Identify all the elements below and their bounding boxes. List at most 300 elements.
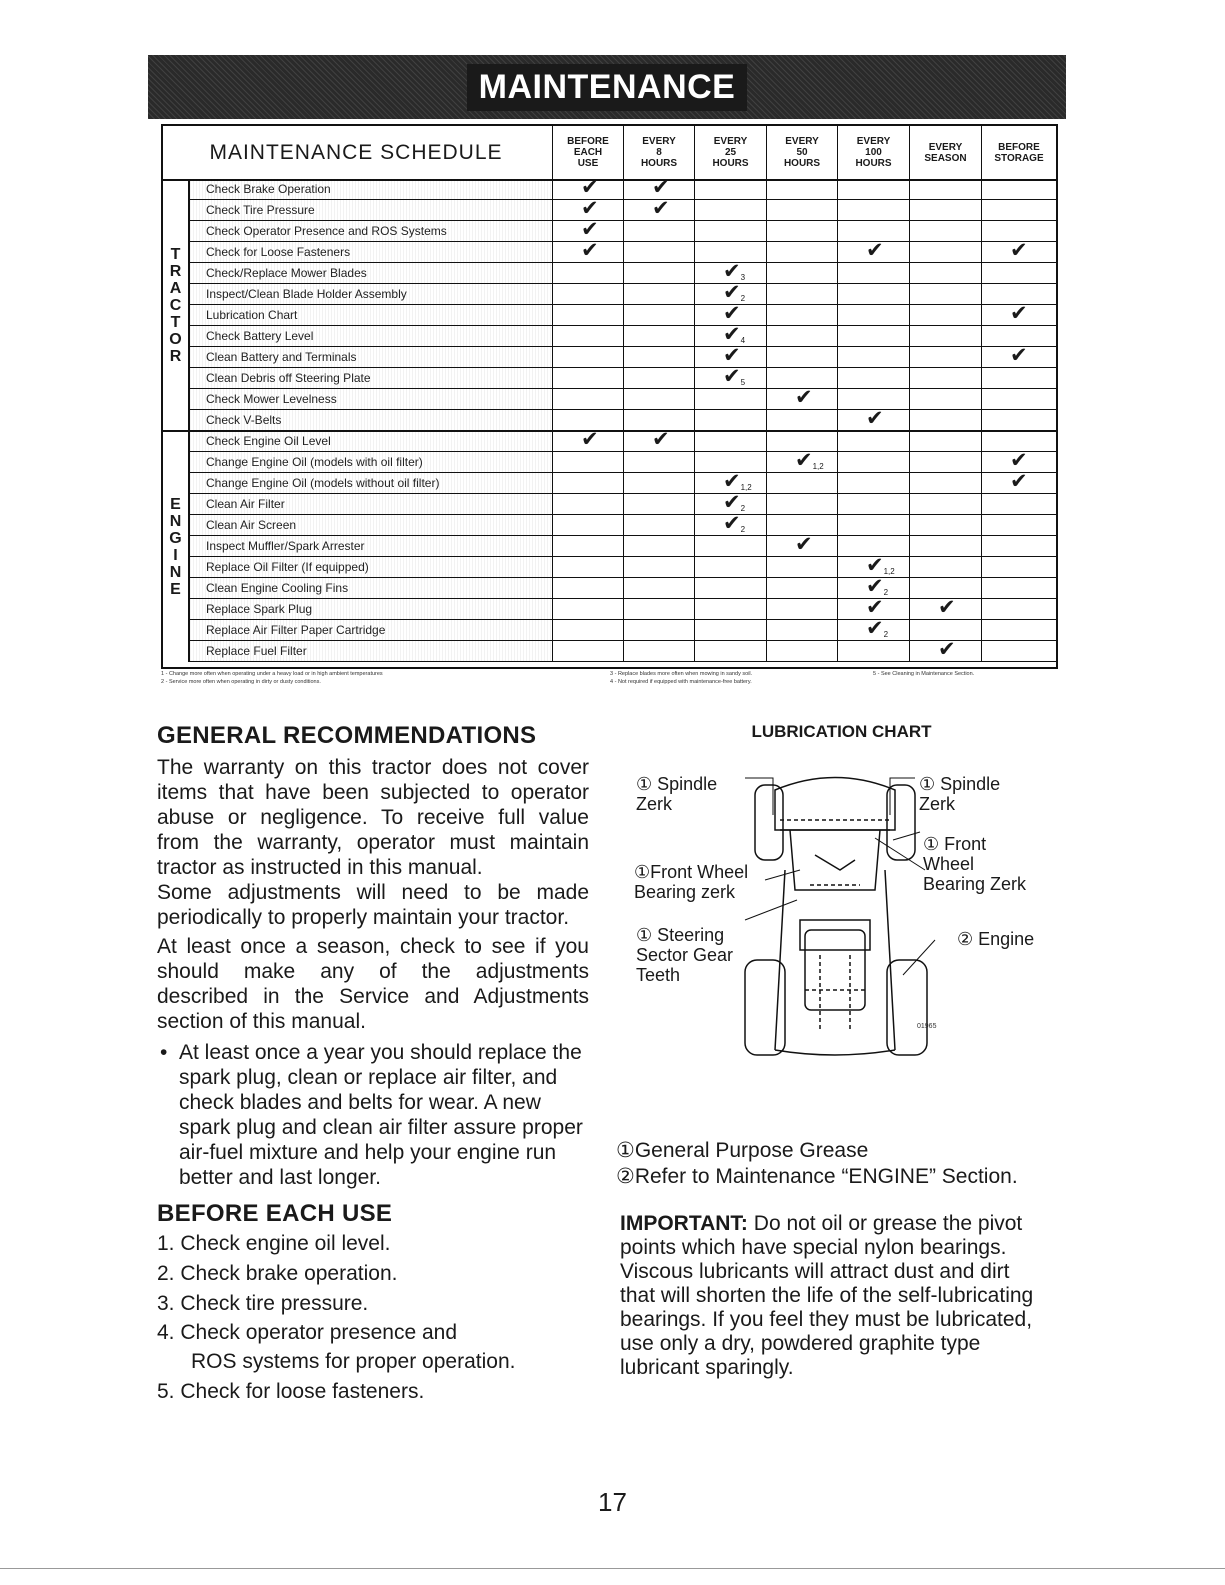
- schedule-cell: [909, 431, 981, 451]
- footnote-ref: 5: [740, 378, 746, 387]
- maintenance-schedule-table: [161, 124, 1058, 669]
- schedule-cell: [837, 473, 909, 493]
- schedule-cell: [552, 326, 623, 346]
- checkmark-glyph: ✔: [723, 323, 741, 346]
- schedule-row: [190, 386, 1056, 410]
- schedule-cell: [623, 305, 694, 325]
- schedule-cell: [909, 536, 981, 556]
- side-letter: G: [169, 529, 182, 547]
- schedule-cell: [694, 365, 766, 388]
- checkmark-icon: [866, 597, 884, 619]
- important-text-1: Do not oil or grease the pivot: [747, 1212, 1023, 1235]
- schedule-cell: [552, 347, 623, 367]
- checkmark-icon: [652, 177, 670, 199]
- footnote-2: 2 - Service more often when operating in dirty or dusty conditions.: [161, 679, 321, 685]
- schedule-cell: [837, 368, 909, 388]
- schedule-cell: [981, 302, 1056, 325]
- schedule-cell: [766, 410, 837, 430]
- task-label: Replace Air Filter Paper Cartridge: [190, 620, 552, 640]
- checkmark-icon: [1010, 240, 1028, 262]
- checkmark-glyph: ✔: [866, 407, 884, 430]
- footnote-ref: 2: [740, 525, 746, 534]
- dashed-linkage: [780, 820, 890, 1030]
- schedule-cell: [766, 494, 837, 514]
- schedule-cell: [981, 431, 1056, 451]
- important-label: IMPORTANT:: [620, 1212, 748, 1235]
- schedule-cell: [694, 242, 766, 262]
- schedule-column-header: EVERY 100 HOURS: [837, 126, 909, 179]
- schedule-cell: [981, 263, 1056, 283]
- schedule-cell: [552, 389, 623, 409]
- checkmark-icon: [938, 597, 956, 619]
- schedule-cell: [623, 536, 694, 556]
- task-label: Change Engine Oil (models with oil filter): [190, 452, 552, 472]
- checkmark-icon: [581, 198, 599, 220]
- side-letter: I: [173, 546, 178, 564]
- leader-spindle-right: [890, 778, 915, 815]
- schedule-cell: [909, 326, 981, 346]
- checkmark-glyph: ✔: [581, 218, 599, 241]
- checkmark-glyph: ✔: [1010, 239, 1028, 262]
- schedule-cell: [909, 305, 981, 325]
- footnote-ref: 1,2: [812, 462, 824, 471]
- schedule-cell: [623, 242, 694, 262]
- schedule-cell: [766, 449, 837, 472]
- task-label: Inspect Muffler/Spark Arrester: [190, 536, 552, 556]
- schedule-cell: [909, 620, 981, 640]
- schedule-cell: [552, 428, 623, 451]
- before-each-use-item-5: 5. Check for loose fasteners.: [157, 1380, 425, 1403]
- schedule-row: [190, 491, 1056, 515]
- important-line-5: bearings. If you feel they must be lubricated,: [620, 1308, 1033, 1331]
- schedule-cell: [837, 221, 909, 241]
- schedule-cell: [909, 242, 981, 262]
- schedule-cell: [766, 533, 837, 556]
- schedule-cell: [552, 305, 623, 325]
- schedule-cell: [623, 347, 694, 367]
- schedule-cell: [552, 218, 623, 241]
- schedule-cell: [909, 284, 981, 304]
- schedule-row: [190, 512, 1056, 536]
- schedule-row: [190, 575, 1056, 599]
- schedule-row: [190, 239, 1056, 263]
- schedule-cell: [981, 221, 1056, 241]
- schedule-cell: [909, 263, 981, 283]
- footer-rule: [0, 1568, 1225, 1569]
- task-label: Check Tire Pressure: [190, 200, 552, 220]
- checkmark-glyph: ✔: [723, 491, 741, 514]
- schedule-cell: [694, 344, 766, 367]
- general-paragraph-3: At least once a season, check to see if you should make any of the adjustments described in the Service and Adjustments section of this manual.: [157, 935, 589, 1033]
- footnote-1: 1 - Change more often when operating under a heavy load or in high ambient temperatures: [161, 671, 383, 677]
- task-label: Check/Replace Mower Blades: [190, 263, 552, 283]
- before-each-use-item-1: 1. Check engine oil level.: [157, 1232, 391, 1255]
- schedule-row: [190, 281, 1056, 305]
- task-label: Clean Engine Cooling Fins: [190, 578, 552, 598]
- schedule-cell: [909, 389, 981, 409]
- schedule-cell: [909, 221, 981, 241]
- schedule-header: [163, 126, 1056, 181]
- checkmark-glyph: ✔: [652, 197, 670, 220]
- schedule-cell: [909, 578, 981, 598]
- schedule-cell: [981, 620, 1056, 640]
- schedule-cell: [694, 302, 766, 325]
- side-letter: C: [169, 296, 182, 314]
- schedule-cell: [623, 599, 694, 619]
- schedule-cell: [694, 221, 766, 241]
- checkmark-icon: [581, 240, 599, 262]
- schedule-cell: [837, 284, 909, 304]
- checkmark-icon: [795, 534, 813, 556]
- schedule-column-header: EVERY 50 HOURS: [766, 126, 837, 179]
- schedule-cell: [552, 557, 623, 577]
- schedule-cell: [981, 179, 1056, 199]
- schedule-cell: [694, 491, 766, 514]
- checkmark-icon: [723, 303, 741, 325]
- schedule-row: [190, 554, 1056, 578]
- general-bullet: At least once a year you should replace the spark plug, clean or replace air filter, and check blades and belts for wear. A new spark plug and clean air filter assure proper air-fuel mixture and help your engine run better and last longer.: [179, 1041, 583, 1189]
- schedule-row: [190, 428, 1056, 452]
- checkmark-glyph: ✔: [938, 638, 956, 661]
- schedule-cell: [981, 470, 1056, 493]
- schedule-cell: [981, 449, 1056, 472]
- side-letter: T: [170, 313, 181, 331]
- schedule-cell: [837, 536, 909, 556]
- banner-title: MAINTENANCE: [467, 64, 748, 111]
- checkmark-glyph: ✔: [723, 512, 741, 535]
- schedule-cell: [694, 599, 766, 619]
- schedule-row: [190, 449, 1056, 473]
- label-spindle-zerk-left: ① Spindle Zerk: [636, 774, 718, 814]
- checkmark-glyph: ✔: [866, 554, 884, 577]
- checkmark-icon: [938, 639, 956, 661]
- checkmark-glyph: ✔: [795, 386, 813, 409]
- schedule-title: MAINTENANCE SCHEDULE: [209, 140, 503, 164]
- checkmark-icon: [652, 198, 670, 220]
- footnote-5: 5 - See Cleaning in Maintenance Section.: [873, 671, 975, 677]
- leader-front-wheel-right: [875, 838, 925, 870]
- schedule-cell: [552, 368, 623, 388]
- schedule-cell: [694, 260, 766, 283]
- schedule-cell: [552, 239, 623, 262]
- schedule-cell: [623, 176, 694, 199]
- footnote-ref: 1,2: [883, 567, 895, 576]
- task-label: Clean Air Filter: [190, 494, 552, 514]
- schedule-cell: [909, 200, 981, 220]
- task-label: Check Battery Level: [190, 326, 552, 346]
- steering-column: [815, 855, 855, 870]
- checkmark-icon: [866, 408, 884, 430]
- schedule-cell: [694, 179, 766, 199]
- checkmark-icon: [1010, 345, 1028, 367]
- schedule-row: [190, 218, 1056, 242]
- label-steering-sector-gear: ① Steering Sector Gear Teeth: [636, 925, 734, 985]
- schedule-cell: [981, 557, 1056, 577]
- schedule-cell: [837, 554, 909, 577]
- checkmark-glyph: ✔: [866, 596, 884, 619]
- side-letter: R: [169, 262, 182, 280]
- schedule-cell: [981, 536, 1056, 556]
- label-spindle-zerk-right: ① Spindle Zerk: [919, 774, 1001, 814]
- schedule-row: [190, 407, 1056, 431]
- schedule-cell: [552, 176, 623, 199]
- footnote-ref: 4: [740, 336, 746, 345]
- footnote-ref: 2: [740, 294, 746, 303]
- schedule-cell: [623, 620, 694, 640]
- schedule-cell: [981, 200, 1056, 220]
- schedule-cell: [837, 575, 909, 598]
- schedule-cell: [909, 410, 981, 430]
- checkmark-glyph: ✔: [1010, 302, 1028, 325]
- schedule-cell: [837, 179, 909, 199]
- schedule-cell: [552, 494, 623, 514]
- footnote-ref: 3: [740, 273, 746, 282]
- schedule-cell: [623, 284, 694, 304]
- schedule-row: [190, 638, 1056, 662]
- schedule-cell: [909, 638, 981, 661]
- maintenance-banner: [148, 55, 1066, 119]
- schedule-cell: [837, 200, 909, 220]
- schedule-cell: [766, 473, 837, 493]
- label-front-wheel-bearing-right: ① Front Wheel Bearing Zerk: [923, 834, 1027, 894]
- schedule-cell: [552, 620, 623, 640]
- checkmark-glyph: ✔: [866, 617, 884, 640]
- task-label: Check for Loose Fasteners: [190, 242, 552, 262]
- schedule-cell: [981, 494, 1056, 514]
- schedule-column-header: EVERY 8 HOURS: [623, 126, 694, 179]
- diagram-code: 01965: [917, 1023, 937, 1030]
- checkmark-glyph: ✔: [723, 365, 741, 388]
- checkmark-glyph: ✔: [581, 239, 599, 262]
- schedule-row: [190, 533, 1056, 557]
- checkmark-glyph: ✔: [1010, 344, 1028, 367]
- schedule-cell: [766, 386, 837, 409]
- checkmark-glyph: ✔: [723, 260, 741, 283]
- schedule-cell: [909, 452, 981, 472]
- schedule-row: [190, 596, 1056, 620]
- leader-steering: [745, 900, 797, 920]
- checkmark-glyph: ✔: [866, 575, 884, 598]
- task-label: Clean Air Screen: [190, 515, 552, 535]
- side-letter: E: [170, 495, 181, 513]
- footnote-ref: 2: [740, 504, 746, 513]
- checkmark-icon: [581, 177, 599, 199]
- schedule-cell: [837, 617, 909, 640]
- schedule-cell: [909, 494, 981, 514]
- schedule-cell: [766, 221, 837, 241]
- checkmark-icon: [652, 429, 670, 451]
- schedule-row: [190, 365, 1056, 389]
- checkmark-glyph: ✔: [581, 428, 599, 451]
- schedule-cell: [694, 389, 766, 409]
- checkmark-icon: [581, 219, 599, 241]
- footnote-ref: 2: [883, 630, 889, 639]
- schedule-cell: [552, 452, 623, 472]
- tractor-body: [775, 870, 895, 1055]
- schedule-cell: [623, 641, 694, 661]
- schedule-cell: [623, 473, 694, 493]
- schedule-cell: [837, 596, 909, 619]
- schedule-cell: [623, 221, 694, 241]
- schedule-cell: [981, 515, 1056, 535]
- checkmark-glyph: ✔: [581, 176, 599, 199]
- schedule-cell: [909, 557, 981, 577]
- schedule-cell: [623, 197, 694, 220]
- schedule-cell: [981, 410, 1056, 430]
- schedule-cell: [552, 473, 623, 493]
- schedule-row: [190, 344, 1056, 368]
- schedule-cell: [552, 263, 623, 283]
- schedule-cell: [694, 410, 766, 430]
- checkmark-glyph: ✔: [866, 239, 884, 262]
- schedule-cell: [552, 599, 623, 619]
- schedule-cell: [909, 515, 981, 535]
- schedule-cell: [623, 410, 694, 430]
- checkmark-icon: [866, 240, 884, 262]
- schedule-row: [190, 176, 1056, 200]
- checkmark-glyph: ✔: [723, 344, 741, 367]
- schedule-cell: [623, 389, 694, 409]
- checkmark-icon: [795, 387, 813, 409]
- schedule-cell: [552, 284, 623, 304]
- schedule-cell: [981, 344, 1056, 367]
- schedule-cell: [694, 200, 766, 220]
- section-side-label: [163, 179, 190, 431]
- side-letter: T: [170, 245, 181, 263]
- schedule-cell: [909, 596, 981, 619]
- schedule-cell: [909, 473, 981, 493]
- schedule-cell: [837, 347, 909, 367]
- schedule-cell: [837, 515, 909, 535]
- schedule-cell: [552, 641, 623, 661]
- general-paragraph-2: Some adjustments will need to be made periodically to properly maintain your tractor.: [157, 881, 589, 929]
- schedule-cell: [623, 578, 694, 598]
- schedule-cell: [694, 323, 766, 346]
- schedule-cell: [623, 326, 694, 346]
- important-line-3: Viscous lubricants will attract dust and dirt: [620, 1260, 1010, 1283]
- side-letter: E: [170, 580, 181, 598]
- schedule-cell: [837, 407, 909, 430]
- leader-spindle-left: [745, 778, 773, 815]
- schedule-cell: [623, 494, 694, 514]
- schedule-column-header: BEFORE EACH USE: [552, 126, 623, 179]
- schedule-cell: [766, 368, 837, 388]
- legend-general-grease: ①General Purpose Grease: [616, 1139, 869, 1162]
- schedule-cell: [623, 263, 694, 283]
- side-letter: A: [169, 279, 182, 297]
- task-label: Check Mower Levelness: [190, 389, 552, 409]
- checkmark-icon: [1010, 471, 1028, 493]
- task-label: Inspect/Clean Blade Holder Assembly: [190, 284, 552, 304]
- schedule-row: [190, 470, 1056, 494]
- schedule-cell: [837, 263, 909, 283]
- side-letter: R: [169, 347, 182, 365]
- important-line-6: use only a dry, powdered graphite type: [620, 1332, 981, 1355]
- schedule-row: [190, 302, 1056, 326]
- important-line-1: [620, 1211, 1022, 1236]
- schedule-cell: [766, 179, 837, 199]
- leader-engine: [903, 940, 935, 975]
- schedule-cell: [694, 620, 766, 640]
- label-front-wheel-bearing-left: ①Front Wheel Bearing zerk: [634, 862, 749, 902]
- task-label: Replace Oil Filter (If equipped): [190, 557, 552, 577]
- schedule-cell: [837, 641, 909, 661]
- schedule-cell: [981, 599, 1056, 619]
- schedule-cell: [837, 431, 909, 451]
- task-label: Check V-Belts: [190, 410, 552, 430]
- schedule-cell: [981, 641, 1056, 661]
- front-wheel-left: [755, 785, 783, 860]
- schedule-row: [190, 617, 1056, 641]
- side-letter: N: [169, 512, 182, 530]
- important-line-4: that will shorten the life of the self-lubricating: [620, 1284, 1034, 1307]
- side-letter: N: [169, 563, 182, 581]
- before-each-use-item-4-cont: ROS systems for proper operation.: [191, 1350, 516, 1373]
- schedule-cell: [623, 368, 694, 388]
- checkmark-icon: [723, 345, 741, 367]
- checkmark-glyph: ✔: [795, 449, 813, 472]
- schedule-cell: [623, 515, 694, 535]
- schedule-cell: [552, 578, 623, 598]
- schedule-cell: [766, 620, 837, 640]
- schedule-cell: [766, 641, 837, 661]
- schedule-cell: [694, 470, 766, 493]
- schedule-cell: [981, 326, 1056, 346]
- schedule-row: [190, 260, 1056, 284]
- schedule-cell: [837, 494, 909, 514]
- schedule-cell: [766, 284, 837, 304]
- checkmark-glyph: ✔: [795, 533, 813, 556]
- schedule-cell: [837, 326, 909, 346]
- checkmark-icon: [1010, 303, 1028, 325]
- important-line-2: points which have special nylon bearings.: [620, 1236, 1007, 1259]
- center-frame: [800, 920, 870, 950]
- schedule-cell: [694, 641, 766, 661]
- engine-block: [805, 930, 865, 1010]
- task-label: Change Engine Oil (models without oil filter): [190, 473, 552, 493]
- checkmark-icon: [581, 429, 599, 451]
- schedule-cell: [766, 200, 837, 220]
- schedule-cell: [694, 536, 766, 556]
- schedule-cell: [552, 536, 623, 556]
- schedule-cell: [623, 428, 694, 451]
- footnote-3: 3 - Replace blades more often when mowing in sandy soil.: [610, 671, 753, 677]
- schedule-cell: [837, 239, 909, 262]
- task-label: Check Operator Presence and ROS Systems: [190, 221, 552, 241]
- schedule-cell: [552, 197, 623, 220]
- before-each-use-item-2: 2. Check brake operation.: [157, 1262, 398, 1285]
- footnote-ref: 1,2: [740, 483, 752, 492]
- schedule-cell: [837, 305, 909, 325]
- checkmark-glyph: ✔: [723, 470, 741, 493]
- schedule-cell: [766, 347, 837, 367]
- schedule-cell: [694, 512, 766, 535]
- bullet-mark: •: [160, 1041, 168, 1064]
- task-label: Clean Debris off Steering Plate: [190, 368, 552, 388]
- footnote-4: 4 - Not required if equipped with maintenance-free battery.: [610, 679, 752, 685]
- before-each-use-item-3: 3. Check tire pressure.: [157, 1292, 369, 1315]
- schedule-cell: [981, 239, 1056, 262]
- schedule-cell: [909, 368, 981, 388]
- schedule-cell: [694, 431, 766, 451]
- schedule-cell: [623, 557, 694, 577]
- task-label: Clean Battery and Terminals: [190, 347, 552, 367]
- tractor-hood: [775, 778, 895, 831]
- schedule-cell: [837, 452, 909, 472]
- schedule-column-header: BEFORE STORAGE: [981, 126, 1056, 179]
- schedule-column-header: EVERY SEASON: [909, 126, 981, 179]
- schedule-cell: [766, 599, 837, 619]
